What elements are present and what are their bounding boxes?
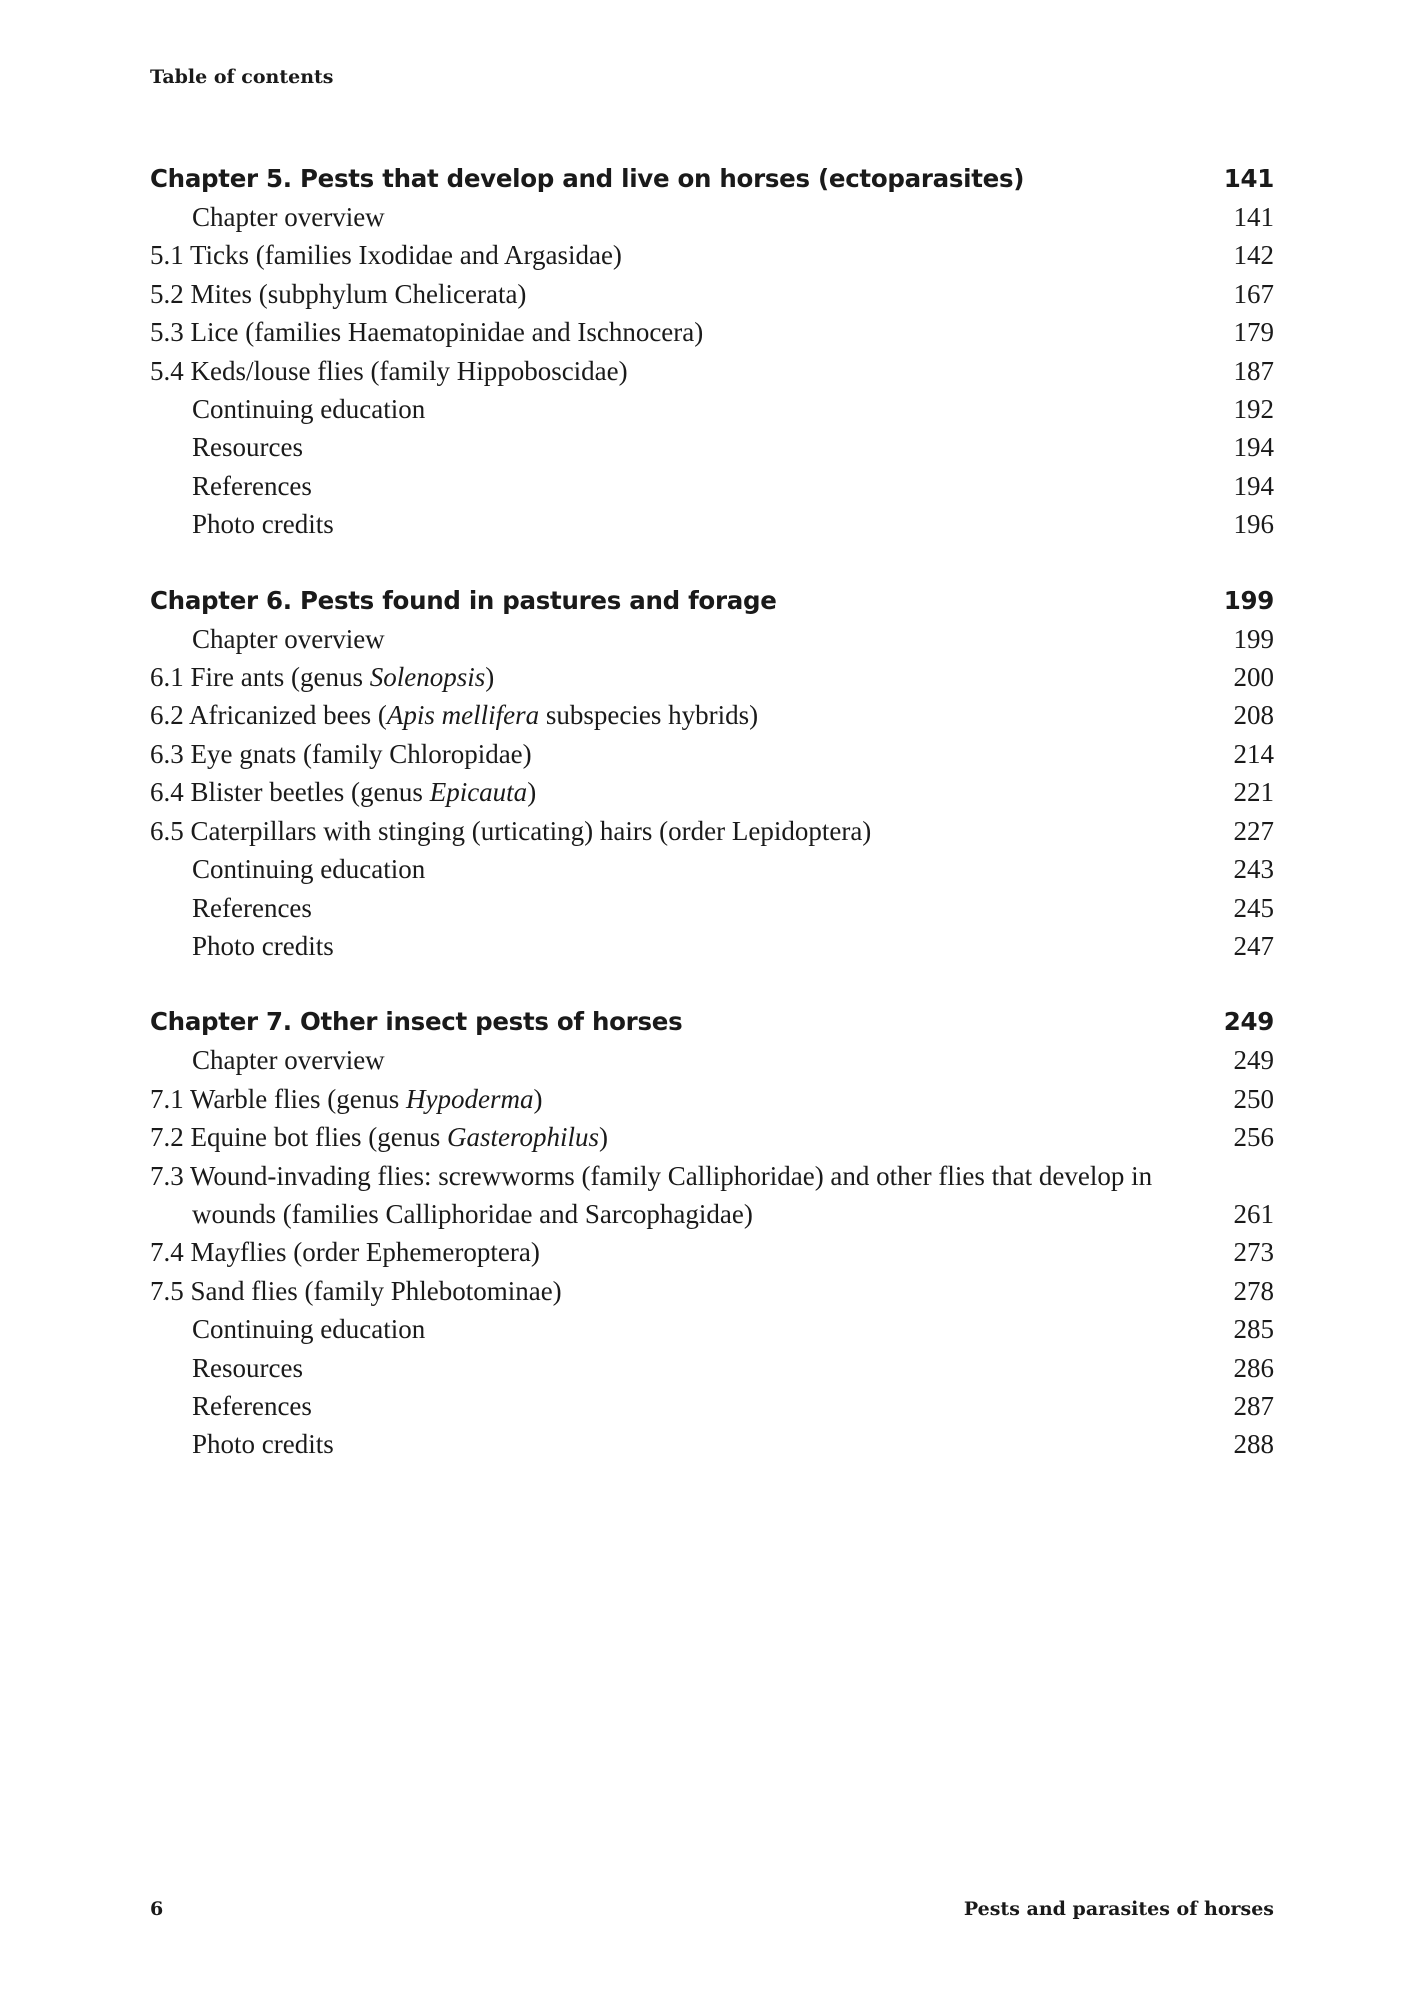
entry-title: [150, 1272, 1184, 1310]
toc-section-entry[interactable]: [150, 352, 1274, 390]
chapter-title: Chapter 5. Pests that develop and live on horses (ectoparasites): [150, 164, 1025, 193]
entry-page-number: 199: [1233, 623, 1274, 654]
entry-page-number: 261: [1233, 1198, 1274, 1229]
entry-title: [150, 1387, 1184, 1425]
entry-title-part: Chapter overview: [192, 623, 385, 654]
toc-section-entry[interactable]: [150, 1272, 1274, 1310]
toc-subentry[interactable]: [150, 1310, 1274, 1348]
entry-title: [150, 620, 1184, 658]
entry-title: [150, 773, 1184, 811]
entry-title: [150, 505, 1184, 543]
toc-section-entry[interactable]: [150, 696, 1274, 734]
toc-section-entry[interactable]: [150, 658, 1274, 696]
chapter-heading[interactable]: [150, 160, 1274, 198]
toc-subentry[interactable]: [150, 1387, 1274, 1425]
entry-page-number: 194: [1233, 432, 1274, 463]
entry-title: [150, 467, 1184, 505]
table-of-contents: [150, 160, 1274, 1502]
toc-section-entry[interactable]: [150, 313, 1274, 351]
entry-title-part: subspecies hybrids): [539, 700, 759, 731]
entry-page-number: 288: [1233, 1429, 1274, 1460]
entry-title-part: ): [527, 777, 537, 808]
chapter-block: [150, 1003, 1274, 1463]
entry-page-number: 192: [1233, 394, 1274, 425]
entry-title-part: 7.5 Sand flies (family Phlebotominae): [150, 1275, 562, 1306]
chapter-title: Chapter 7. Other insect pests of horses: [150, 1007, 683, 1037]
book-title: Pests and parasites of horses: [963, 1898, 1274, 1920]
running-head: Table of contents: [150, 66, 334, 88]
entry-title-part: Resources: [192, 432, 303, 463]
entry-title-part: Photo credits: [192, 509, 334, 540]
toc-section-entry[interactable]: [150, 1080, 1274, 1118]
entry-title-part: 6.2 Africanized bees (: [150, 700, 387, 731]
entry-title-part: Photo credits: [192, 1429, 334, 1460]
toc-section-entry[interactable]: [150, 1157, 1274, 1234]
entry-title: [150, 927, 1184, 965]
entry-title-part: Continuing education: [192, 1314, 426, 1345]
entry-title: [150, 198, 1184, 236]
chapter-page-number: 141: [1223, 164, 1274, 193]
entry-title: [150, 236, 1184, 274]
entry-title: [150, 1157, 1184, 1234]
entry-page-number: 194: [1233, 470, 1274, 501]
entry-title-part: Photo credits: [192, 930, 334, 961]
entry-page-number: 273: [1233, 1237, 1274, 1268]
entry-title-part: ): [598, 1122, 608, 1153]
entry-title-part: 5.3 Lice (families Haematopinidae and Ischnocera): [150, 317, 704, 348]
entry-title-part: Continuing education: [192, 854, 426, 885]
entry-title: [150, 1310, 1184, 1348]
toc-subentry[interactable]: [150, 467, 1274, 505]
entry-title: [150, 735, 1184, 773]
chapter-page-number: 199: [1223, 585, 1274, 615]
toc-section-entry[interactable]: [150, 735, 1274, 773]
entry-title-part: ): [533, 1083, 543, 1114]
toc-subentry[interactable]: [150, 620, 1274, 658]
entry-title: [150, 1041, 1184, 1079]
entry-page-number: 142: [1233, 240, 1274, 271]
entry-title-part: 5.4 Keds/louse flies (family Hippoboscidae): [150, 355, 628, 386]
toc-subentry[interactable]: [150, 505, 1274, 543]
toc-section-entry[interactable]: [150, 275, 1274, 313]
entry-title-part: Resources: [192, 1352, 303, 1383]
entry-title-part: 7.2 Equine bot flies (genus: [150, 1122, 447, 1153]
entry-page-number: 141: [1233, 202, 1274, 232]
toc-section-entry[interactable]: [150, 812, 1274, 850]
entry-title-part: Continuing education: [192, 394, 426, 425]
entry-page-number: 256: [1233, 1122, 1274, 1153]
entry-page-number: 227: [1233, 815, 1274, 846]
entry-page-number: 221: [1233, 777, 1274, 808]
entry-page-number: 250: [1233, 1083, 1274, 1114]
entry-title-part: ): [485, 662, 495, 693]
entry-page-number: 179: [1233, 317, 1274, 348]
toc-subentry[interactable]: [150, 390, 1274, 428]
entry-title: [150, 812, 1184, 850]
entry-title: [150, 696, 1184, 734]
entry-title: [150, 1080, 1184, 1118]
entry-title-italic-part: Hypoderma: [406, 1083, 534, 1114]
entry-title: [150, 352, 1184, 390]
entry-title: [150, 390, 1184, 428]
entry-page-number: 196: [1233, 509, 1274, 540]
entry-page-number: 286: [1233, 1352, 1274, 1383]
entry-title: [150, 313, 1184, 351]
toc-subentry[interactable]: [150, 428, 1274, 466]
toc-section-entry[interactable]: [150, 236, 1274, 274]
entry-title-italic-part: Gasterophilus: [446, 1122, 599, 1153]
entry-title-italic-part: Epicauta: [429, 777, 528, 808]
entry-title: [150, 889, 1184, 927]
entry-title-part: References: [192, 1390, 312, 1421]
toc-subentry[interactable]: [150, 927, 1274, 965]
entry-title: [150, 275, 1184, 313]
chapter-heading[interactable]: [150, 1003, 1274, 1041]
toc-section-entry[interactable]: [150, 773, 1274, 811]
entry-title-part: 5.2 Mites (subphylum Chelicerata): [150, 278, 527, 309]
entry-page-number: 278: [1233, 1275, 1274, 1306]
entry-title-part: 6.5 Caterpillars with stinging (urticating) hairs (order Lepidoptera): [150, 815, 872, 846]
entry-page-number: 285: [1233, 1314, 1274, 1345]
chapter-page-number: 249: [1223, 1007, 1274, 1037]
page-number: 6: [150, 1898, 164, 1920]
entry-title-part: 6.4 Blister beetles (genus: [150, 777, 430, 808]
entry-title-part: References: [192, 892, 312, 923]
entry-title-part: 7.4 Mayflies (order Ephemeroptera): [150, 1237, 540, 1268]
entry-page-number: 200: [1233, 662, 1274, 693]
entry-page-number: 187: [1233, 355, 1274, 386]
entry-title: [150, 1233, 1184, 1271]
entry-title-part: References: [192, 470, 312, 501]
chapter-block: [150, 582, 1274, 966]
entry-title-part: Chapter overview: [192, 1045, 385, 1076]
chapter-title: Chapter 6. Pests found in pastures and forage: [150, 585, 777, 615]
entry-page-number: 208: [1233, 700, 1274, 731]
toc-subentry[interactable]: [150, 1041, 1274, 1079]
entry-title: [150, 428, 1184, 466]
toc-subentry[interactable]: [150, 1349, 1274, 1387]
entry-title: [150, 1118, 1184, 1156]
toc-section-entry[interactable]: [150, 1233, 1274, 1271]
chapter-heading[interactable]: [150, 582, 1274, 620]
toc-subentry[interactable]: [150, 1425, 1274, 1463]
entry-page-number: 167: [1233, 278, 1274, 309]
entry-title: [150, 658, 1184, 696]
entry-title-part: 7.3 Wound-invading flies: screwworms (family Calliphoridae) and other flies that develop in wounds (families Calliphoridae and Sarcophagidae): [150, 1160, 1153, 1229]
entry-page-number: 249: [1233, 1045, 1274, 1076]
toc-subentry[interactable]: [150, 198, 1274, 236]
entry-title-part: 7.1 Warble flies (genus: [150, 1083, 407, 1114]
entry-title: [150, 850, 1184, 888]
entry-page-number: 243: [1233, 854, 1274, 885]
toc-subentry[interactable]: [150, 850, 1274, 888]
entry-page-number: 247: [1233, 930, 1274, 961]
entry-title-italic-part: Solenopsis: [369, 662, 486, 693]
entry-title-part: 6.1 Fire ants (genus: [150, 662, 370, 693]
entry-title-italic-part: Apis mellifera: [386, 700, 540, 731]
entry-title-part: Chapter overview: [192, 202, 385, 232]
toc-section-entry[interactable]: [150, 1118, 1274, 1156]
entry-title-part: 6.3 Eye gnats (family Chloropidae): [150, 738, 532, 769]
entry-page-number: 287: [1233, 1390, 1274, 1421]
entry-title-part: 5.1 Ticks (families Ixodidae and Argasidae): [150, 240, 622, 271]
page-footer: [150, 1898, 1274, 1920]
entry-page-number: 245: [1233, 892, 1274, 923]
entry-title: [150, 1425, 1184, 1463]
chapter-block: [150, 160, 1274, 544]
entry-page-number: 214: [1233, 738, 1274, 769]
entry-title: [150, 1349, 1184, 1387]
toc-subentry[interactable]: [150, 889, 1274, 927]
